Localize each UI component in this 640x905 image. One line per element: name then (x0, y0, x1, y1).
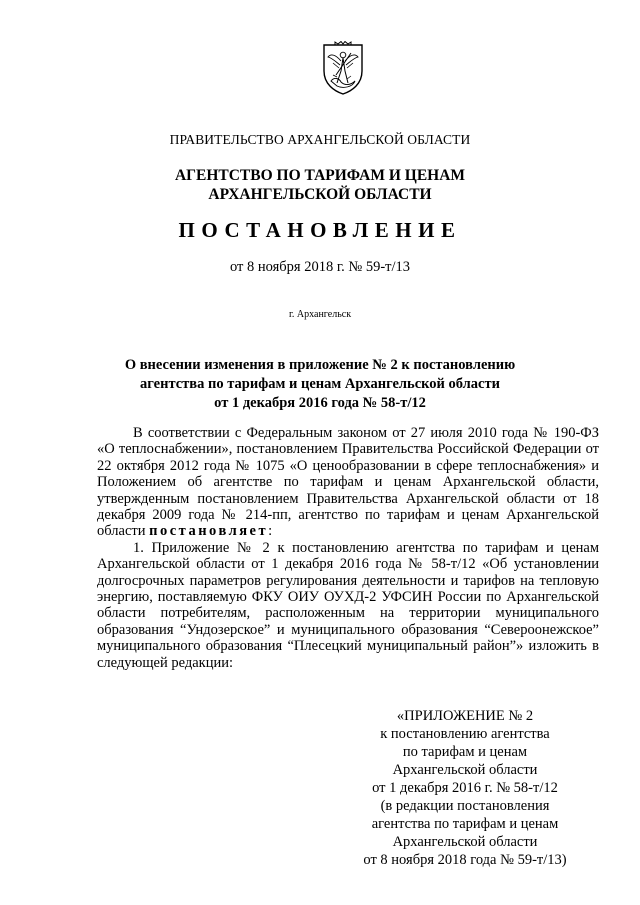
appendix-line: агентства по тарифам и ценам (371, 816, 559, 832)
appendix-line: «ПРИЛОЖЕНИЕ № 2 (396, 708, 534, 724)
appendix-header (330, 707, 600, 869)
arkhangelsk-coat-of-arms-icon (321, 41, 365, 95)
agency-title-line2: АРХАНГЕЛЬСКОЙ ОБЛАСТИ (208, 186, 432, 203)
body-paragraph-2: 1. Приложение № 2 к постановлению агентства по тарифам и ценам Архангельской области от 1 декабря 2016 года № 58-т/12 «Об установлении долгосрочных параметров регулирования деятельности и тарифов на тепловую энергию, поставляемую ФКУ ОИУ ОУХД-2 УФСИН России по Архангельской области потребителям, расположенным на территории муниципального образования “Ундозерское” и муниципального образования “Североонежское” муниципального образования “Плесецкий муниципальный район”» изложить в следующей редакции: (97, 539, 599, 671)
appendix-line: от 8 ноября 2018 года № 59-т/13) (363, 852, 567, 868)
subject-line2: агентства по тарифам и ценам Архангельской области (140, 376, 500, 392)
agency-title-line1: АГЕНТСТВО ПО ТАРИФАМ И ЦЕНАМ (174, 167, 466, 184)
resolves-word: постановляет (149, 523, 269, 540)
preamble-text: В соответствии с Федеральным законом от 27 июля 2010 года № 190-ФЗ «О теплоснабжении», постановлением Правительства Российской Федерации от 22 октября 2012 года № 1075 «О ценообразовании в сфере теплоснабжения» и Положением об агентстве по тарифам и ценам Архангельской области, утвержденным постановлением Правительства Архангельской области от 18 декабря 2009 года № 214-пп, агентство по тарифам и ценам Архангельской области (97, 425, 599, 540)
resolves-colon: : (268, 523, 273, 540)
document-body (97, 425, 599, 671)
agency-title (0, 166, 640, 204)
document-type: ПОСТАНОВЛЕНИЕ (178, 218, 462, 242)
appendix-line: по тарифам и ценам (402, 744, 528, 760)
appendix-line: от 1 декабря 2016 г. № 58-т/12 (372, 780, 558, 796)
government-title: ПРАВИТЕЛЬСТВО АРХАНГЕЛЬСКОЙ ОБЛАСТИ (169, 132, 471, 147)
body-paragraph-1 (97, 425, 599, 540)
document-subject (0, 356, 640, 413)
appendix-line: Архангельской области (392, 834, 538, 850)
appendix-line: Архангельской области (392, 762, 538, 778)
document-date-number: от 8 ноября 2018 г. № 59-т/13 (229, 259, 411, 275)
subject-line3: от 1 декабря 2016 года № 58-т/12 (214, 395, 426, 411)
appendix-line: к постановлению агентства (380, 726, 550, 742)
appendix-line: (в редакции постановления (380, 798, 550, 814)
document-city: г. Архангельск (288, 309, 352, 320)
subject-line1: О внесении изменения в приложение № 2 к постановлению (124, 357, 516, 373)
